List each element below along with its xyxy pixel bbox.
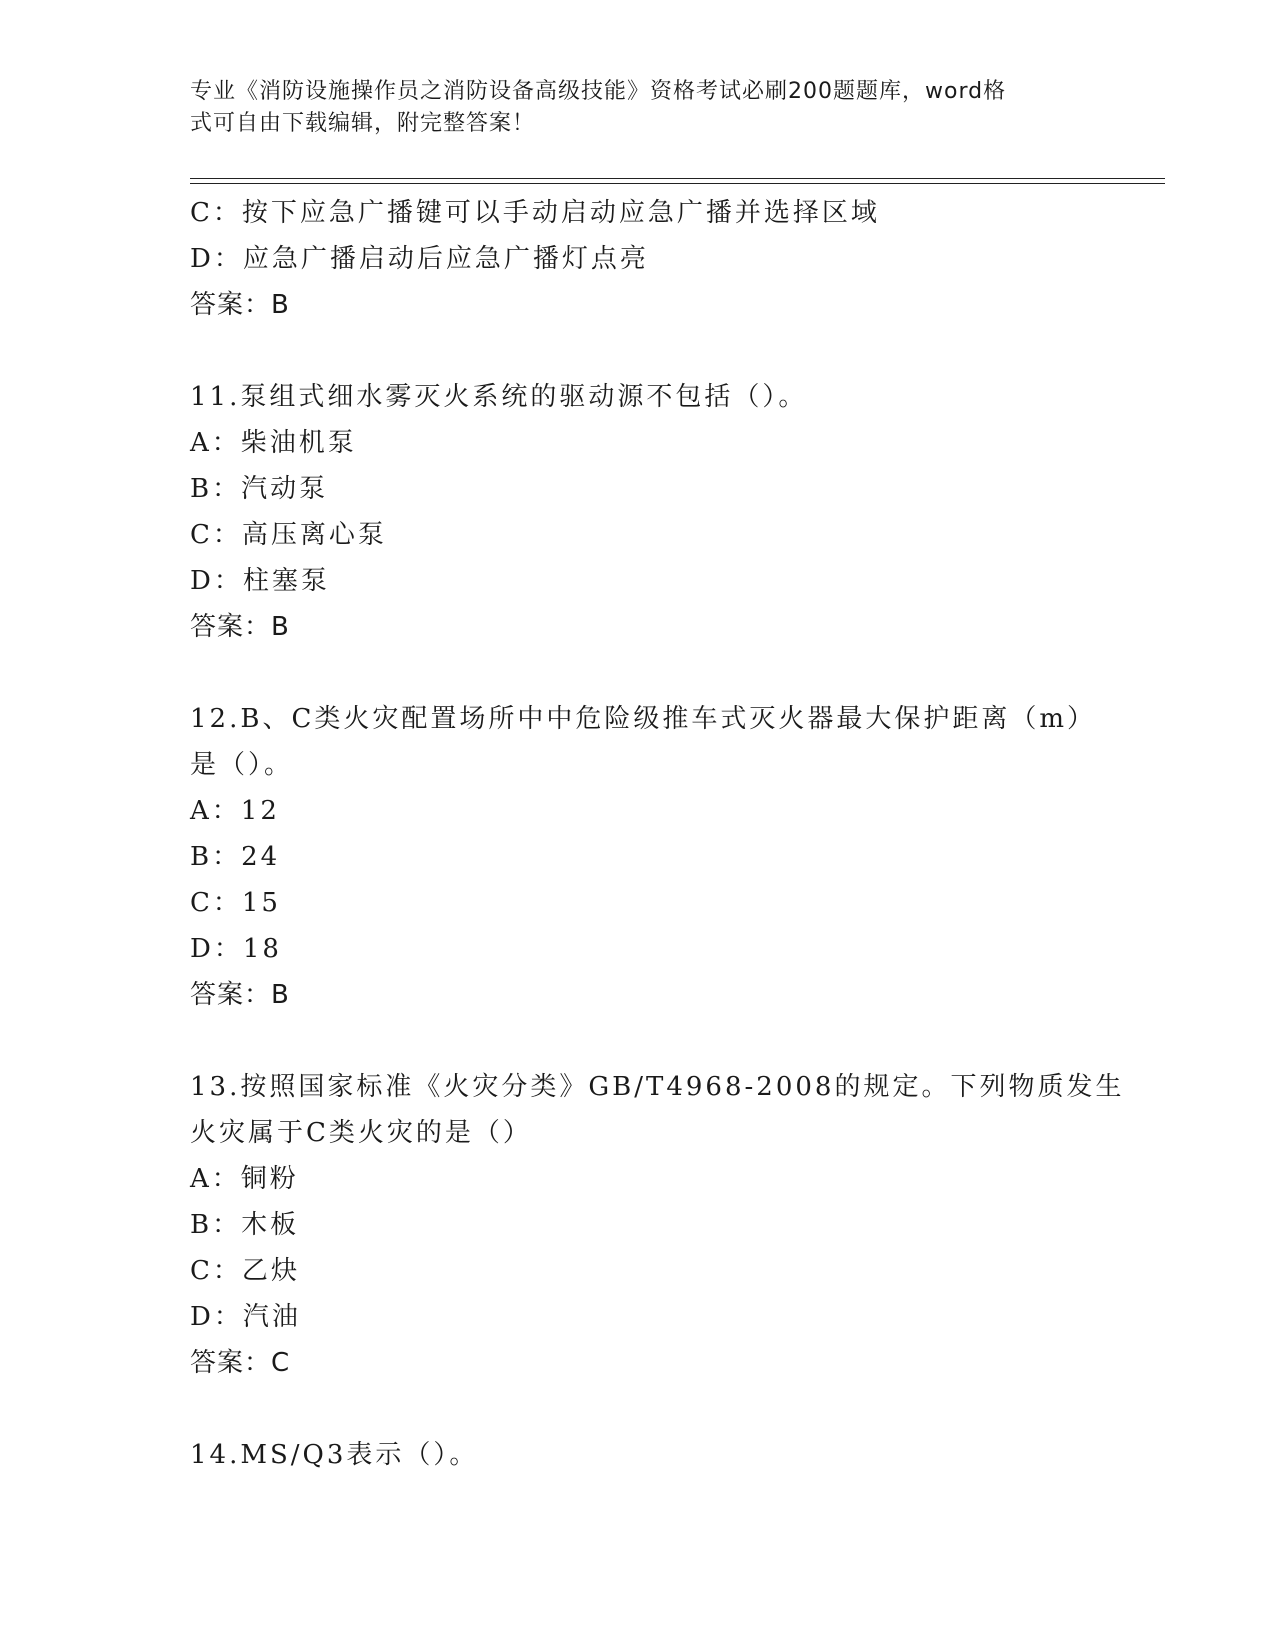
option-a: A：12 xyxy=(190,796,280,826)
header-line-2: 式可自由下载编辑，附完整答案！ xyxy=(190,111,536,136)
option-b: B：木板 xyxy=(190,1210,300,1240)
option-c: C：高压离心泵 xyxy=(190,520,387,550)
question-text-line-1: 13.按照国家标准《火灾分类》GB/T4968-2008的规定。下列物质发生 xyxy=(190,1072,1125,1102)
option-d: D：18 xyxy=(190,934,282,964)
question-14 xyxy=(190,1432,1090,1478)
question-text-line-2: 火灾属于C类火灾的是（） xyxy=(190,1118,532,1148)
option-a: A：柴油机泵 xyxy=(190,428,357,458)
question-11 xyxy=(190,374,1090,650)
spacer xyxy=(190,650,1090,696)
question-10-continuation xyxy=(190,190,1090,328)
option-d: D：柱塞泵 xyxy=(190,566,330,596)
option-d: D：应急广播启动后应急广播灯点亮 xyxy=(190,244,649,274)
spacer xyxy=(190,1018,1090,1064)
answer: 答案：B xyxy=(190,980,290,1010)
header-line-1: 专业《消防设施操作员之消防设备高级技能》资格考试必刷200题题库，word格 xyxy=(190,79,1007,104)
document-header xyxy=(190,76,1075,140)
spacer xyxy=(190,1386,1090,1432)
option-c: C：按下应急广播键可以手动启动应急广播并选择区域 xyxy=(190,198,880,228)
answer: 答案：B xyxy=(190,290,290,320)
question-text: 11.泵组式细水雾灭火系统的驱动源不包括（）。 xyxy=(190,382,808,412)
option-d: D：汽油 xyxy=(190,1302,301,1332)
question-list xyxy=(190,190,1125,1478)
header-divider-bottom xyxy=(190,183,1165,184)
answer: 答案：B xyxy=(190,612,290,642)
option-a: A：铜粉 xyxy=(190,1164,299,1194)
question-12 xyxy=(190,696,1097,1018)
option-c: C：乙炔 xyxy=(190,1256,300,1286)
question-text-line-2: 是（）。 xyxy=(190,750,294,780)
question-text-line-1: 12.B、C类火灾配置场所中中危险级推车式灭火器最大保护距离（m） xyxy=(190,704,1097,734)
question-13 xyxy=(190,1064,1125,1386)
question-text: 14.MS/Q3表示（）。 xyxy=(190,1440,479,1470)
option-b: B：汽动泵 xyxy=(190,474,329,504)
spacer xyxy=(190,328,1090,374)
header-divider-top xyxy=(190,178,1165,179)
option-c: C：15 xyxy=(190,888,281,918)
option-b: B：24 xyxy=(190,842,281,872)
answer: 答案：C xyxy=(190,1348,291,1378)
